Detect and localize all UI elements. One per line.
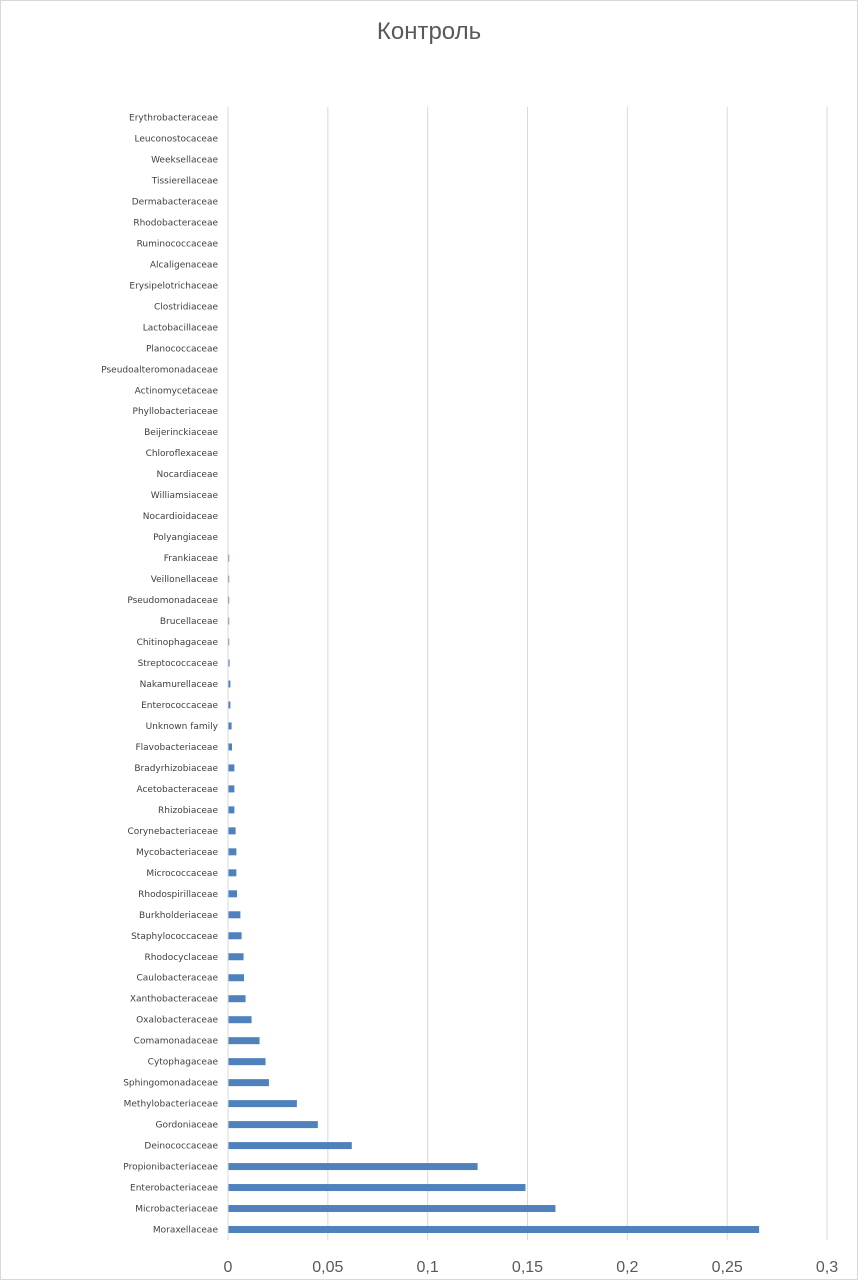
x-tick-label: 0,15	[511, 1259, 544, 1276]
category-label: Chitinophagaceae	[136, 638, 218, 649]
bar	[228, 1142, 352, 1149]
category-label: Staphylococcaceae	[131, 931, 218, 942]
category-label: Deinococcaceae	[144, 1141, 218, 1152]
x-tick-label: 0,05	[312, 1259, 344, 1276]
category-label: Polyangiaceae	[153, 533, 218, 544]
category-label: Unknown family	[145, 721, 218, 732]
bar	[228, 764, 234, 771]
category-label: Comamonadaceae	[133, 1036, 218, 1047]
bar	[228, 890, 237, 897]
bar	[228, 995, 246, 1002]
category-label: Nakamurellaceae	[139, 679, 218, 690]
bar	[228, 1100, 297, 1107]
category-label: Gordoniaceae	[155, 1120, 218, 1131]
category-label: Burkholderiaceae	[138, 910, 218, 921]
category-label: Caulobacteraceae	[136, 973, 218, 984]
category-label: Microbacteriaceae	[135, 1204, 218, 1215]
category-labels	[101, 113, 218, 1235]
category-label: Oxalobacteraceae	[136, 1015, 218, 1026]
category-label: Planococcaceae	[145, 344, 218, 355]
category-label: Moraxellaceae	[152, 1225, 218, 1236]
category-label: Xanthobacteraceae	[129, 994, 218, 1005]
category-label: Corynebacteriaceae	[127, 826, 218, 837]
bar	[228, 1205, 555, 1212]
category-label: Enterobacteriaceae	[130, 1183, 218, 1194]
bar	[228, 1163, 478, 1170]
category-label: Ruminococcaceae	[136, 239, 218, 250]
category-label: Brucellaceae	[159, 617, 218, 628]
category-label: Williamsiaceae	[150, 491, 218, 502]
x-tick-label: 0,2	[616, 1259, 639, 1276]
bar	[228, 722, 232, 729]
category-label: Methylobacteriaceae	[123, 1099, 218, 1110]
bar	[228, 1121, 318, 1128]
bar	[228, 869, 236, 876]
x-tick-label: 0,3	[815, 1259, 839, 1276]
bar	[228, 827, 236, 834]
bar	[228, 743, 232, 750]
bar	[228, 848, 236, 855]
bar	[228, 911, 240, 918]
category-label: Beijerinckiaceae	[144, 428, 218, 439]
category-label: Veillonellaceae	[150, 575, 218, 586]
bar	[228, 806, 234, 813]
category-label: Lactobacillaceae	[142, 323, 218, 334]
category-label: Flavobacteriaceae	[135, 742, 218, 753]
category-label: Frankiaceae	[163, 554, 218, 565]
category-label: Sphingomonadaceae	[123, 1078, 218, 1089]
category-label: Tissierellaceae	[151, 176, 218, 187]
gridlines	[328, 107, 827, 1240]
category-label: Cytophagaceae	[147, 1057, 218, 1068]
category-label: Clostridiaceae	[154, 302, 218, 313]
category-label: Acetobacteraceae	[136, 784, 218, 795]
category-label: Nocardioidaceae	[142, 512, 218, 523]
category-label: Alcaligenaceae	[149, 260, 218, 271]
category-label: Rhodobacteraceae	[133, 218, 218, 229]
category-label: Pseudoalteromonadaceae	[101, 365, 218, 376]
category-label: Dermabacteraceae	[131, 197, 218, 208]
bar	[228, 1226, 759, 1233]
category-label: Pseudomonadaceae	[127, 596, 218, 607]
category-label: Weeksellaceae	[151, 155, 218, 166]
category-label: Nocardiaceae	[156, 470, 218, 481]
x-tick-label: 0,1	[416, 1259, 439, 1276]
category-label: Actinomycetaceae	[134, 386, 218, 397]
category-label: Erythrobacteraceae	[129, 113, 218, 124]
category-label: Micrococcaceae	[146, 868, 218, 879]
x-tick-label: 0,25	[711, 1259, 743, 1276]
bar	[228, 785, 234, 792]
bar	[228, 932, 242, 939]
category-label: Rhodocyclaceae	[144, 952, 218, 963]
category-label: Chloroflexaceae	[145, 449, 218, 460]
category-label: Propionibacteriaceae	[123, 1162, 218, 1173]
x-tick-label: 0	[223, 1259, 233, 1276]
bar	[228, 1079, 269, 1086]
bar	[228, 974, 244, 981]
bar	[228, 1058, 266, 1065]
category-label: Mycobacteriaceae	[135, 847, 218, 858]
category-label: Bradyrhizobiaceae	[134, 763, 218, 774]
category-label: Rhodospirillaceae	[138, 889, 218, 900]
bar	[228, 1184, 526, 1191]
category-label: Leuconostocaceae	[134, 134, 218, 145]
category-label: Rhizobiaceae	[158, 805, 218, 816]
chart-title: Контроль	[376, 18, 482, 45]
category-label: Enterococcaceae	[141, 700, 218, 711]
bar	[228, 1016, 252, 1023]
category-label: Streptococcaceae	[137, 659, 218, 670]
bar	[228, 1037, 260, 1044]
bars	[228, 555, 759, 1233]
x-tick-labels	[224, 1259, 839, 1276]
category-label: Erysipelotrichaceae	[129, 281, 218, 292]
category-label: Phyllobacteriaceae	[132, 407, 218, 418]
bar	[228, 953, 244, 960]
